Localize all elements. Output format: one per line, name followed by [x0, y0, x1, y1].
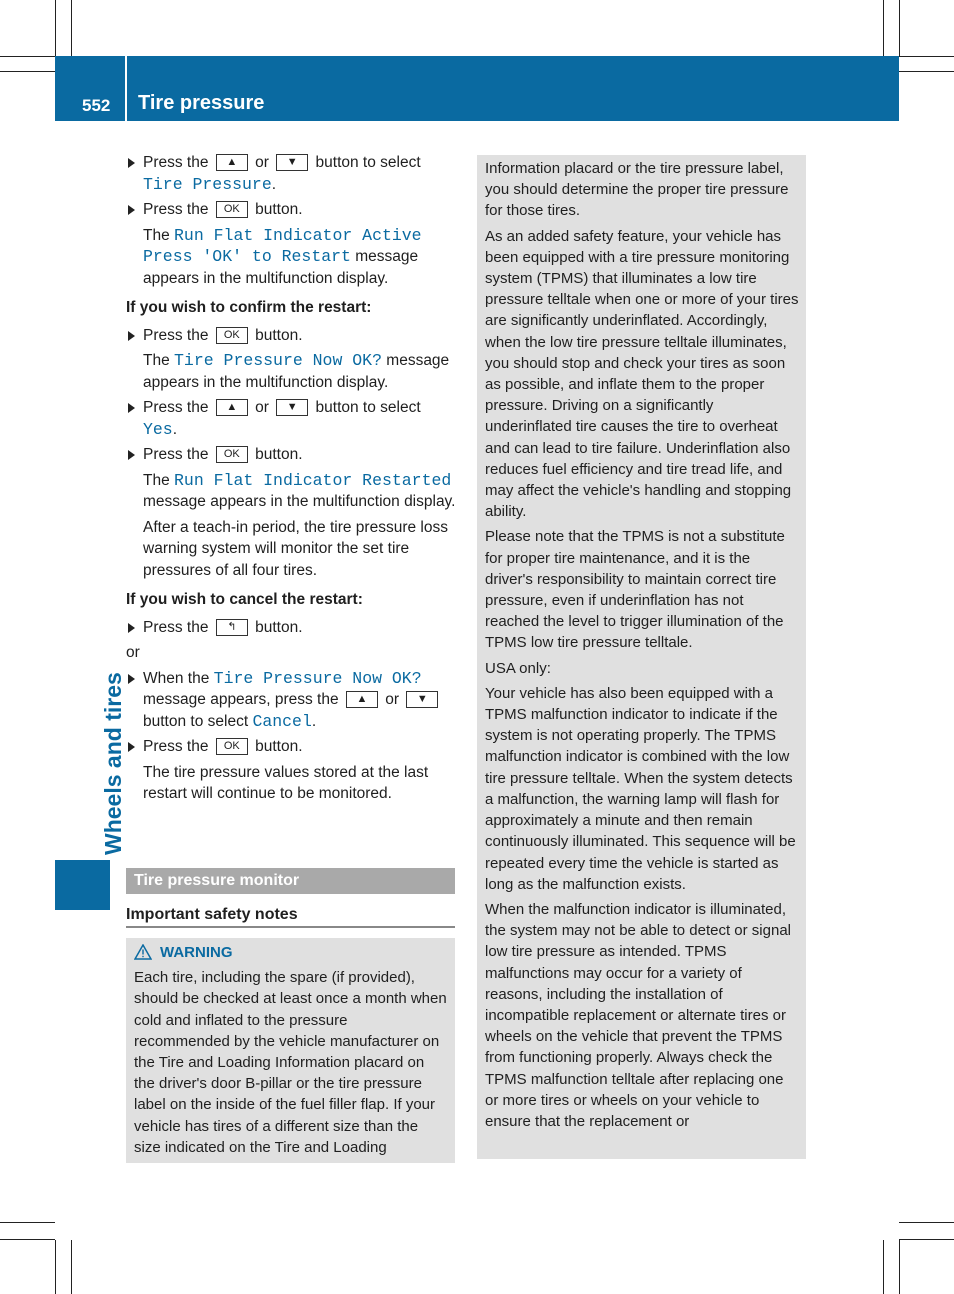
crop-mark: [0, 1239, 55, 1240]
step-message: The Run Flat Indicator Active Press 'OK' to Restart message appears in the multifunction display.: [143, 225, 422, 287]
paragraph: Your vehicle has also been equipped with a TPMS malfunction indicator to indicate if the system is not operating properly. The TPMS malfunction indicator is combined with the low tire pressure telltale. When the system detects a malfunction, the warning lamp will flash for approximately a minute and then remain continuously illuminated. This sequence will be repeated every time the vehicle is started as long as the malfunction exists.: [485, 684, 796, 893]
step-select-tire-pressure: Press the ▲ or ▼ button to select Tire Pressure.: [126, 152, 456, 195]
step-message: The Tire Pressure Now OK? message appears in the multifunction display.: [143, 351, 450, 391]
crop-mark: [899, 1240, 900, 1294]
ok-key-icon: OK: [216, 327, 248, 344]
paragraph: When the malfunction indicator is illuminated, the system may not be able to detect or signal low tire pressure as intended. TPMS malfunctions may occur for a variety of reasons, including the installation of incompatible replacement or alternate tires or wheels on the vehicle that prevent the TPMS from functioning properly. Always check the TPMS malfunction telltale after replacing one or more tires or wheels on your vehicle to ensure that the replacement or: [485, 900, 791, 1130]
display-text: Tire Pressure Now OK?: [174, 351, 382, 370]
up-key-icon: ▲: [346, 691, 378, 708]
side-tab-label: Wheels and tires: [100, 672, 126, 855]
page-title: Tire pressure: [138, 92, 265, 114]
page-number: 552: [82, 96, 111, 115]
display-text: Press 'OK' to Restart: [143, 247, 351, 266]
warning-text: Each tire, including the spare (if provided), should be checked at least once a month when cold and inflated to the pressure recommended by the vehicle manufacturer on the Tire and Loading Information placard on the driver's door B-pillar or the tire pressure label on the inside of the fuel filler flap. If your vehicle has tires of a different size than the size indicated on the Tire and Loading: [134, 969, 447, 1156]
crop-mark: [0, 1222, 55, 1223]
step-note: After a teach-in period, the tire pressure loss warning system will monitor the set tire pressures of all four tires.: [143, 518, 448, 579]
display-text: Run Flat Indicator Active: [174, 225, 422, 245]
crop-mark: [899, 56, 954, 57]
crop-mark: [0, 71, 55, 72]
header-divider: [125, 56, 127, 121]
step-select-yes: Press the ▲ or ▼ button to select Yes.: [126, 397, 456, 440]
confirm-heading: If you wish to confirm the restart:: [126, 299, 372, 316]
right-info-box: [477, 155, 806, 1159]
ok-key-icon: OK: [216, 738, 248, 755]
crop-mark: [0, 56, 55, 57]
crop-mark: [899, 71, 954, 72]
display-text: Tire Pressure: [143, 174, 272, 194]
cancel-heading: If you wish to cancel the restart:: [126, 591, 363, 608]
paragraph: As an added safety feature, your vehicle has been equipped with a tire pressure monitoring system (TPMS) that illuminates a low tire pressure telltale when one or more of your tires are significantly underinflated. Accordingly, when the low tire pressure telltale illuminates, you should stop and check your tires as soon as possible, and inflate them to the proper pressure. Driving on a significantly underinflated tire causes the tire to overheat and can lead to tire failure. Underinflation also reduces fuel efficiency and tire tread life, and may affect the vehicle's handling and stopping ability.: [485, 227, 799, 521]
paragraph: Information placard or the tire pressure label, you should determine the proper tire pressure for those tires.: [485, 160, 789, 220]
ok-key-icon: OK: [216, 201, 248, 218]
step-press-ok: Press the OK button.: [126, 199, 456, 221]
crop-mark: [71, 1240, 72, 1294]
ok-key-icon: OK: [216, 446, 248, 463]
step-message: The tire pressure values stored at the last restart will continue to be monitored.: [143, 763, 429, 802]
display-text: Cancel: [252, 711, 312, 731]
step-press-ok: Press the OK button.: [126, 325, 456, 347]
crop-mark: [883, 0, 884, 56]
step-press-ok: Press the OK button.: [126, 736, 456, 758]
crop-mark: [55, 0, 56, 56]
up-key-icon: ▲: [216, 399, 248, 416]
paragraph: Please note that the TPMS is not a substitute for proper tire maintenance, and it is the driver's responsibility to maintain correct tire pressure, even if underinflation has not reached the level to trigger illumination of the TPMS low tire pressure telltale.: [485, 528, 785, 652]
crop-mark: [899, 1239, 954, 1240]
down-key-icon: ▼: [276, 154, 308, 171]
section-title: Tire pressure monitor: [126, 868, 455, 894]
crop-mark: [71, 0, 72, 56]
back-key-icon: ↰: [216, 619, 248, 636]
display-text: Yes: [143, 419, 173, 439]
warning-box: [126, 938, 455, 1163]
side-tab-marker: [55, 860, 110, 910]
step-press-back: Press the ↰ button.: [126, 617, 456, 639]
up-key-icon: ▲: [216, 154, 248, 171]
display-text: Run Flat Indicator Restarted: [174, 470, 452, 490]
left-column: [126, 152, 456, 809]
down-key-icon: ▼: [406, 691, 438, 708]
crop-mark: [899, 0, 900, 56]
step-message: The Run Flat Indicator Restarted message appears in the multifunction display.: [143, 470, 456, 510]
section-subtitle: Important safety notes: [126, 906, 455, 928]
down-key-icon: ▼: [276, 399, 308, 416]
step-select-cancel: When the Tire Pressure Now OK? message appears, press the ▲ or ▼ button to select Cancel.: [126, 668, 456, 733]
crop-mark: [883, 1240, 884, 1294]
or-text: or: [126, 644, 140, 661]
display-text: Tire Pressure Now OK?: [213, 668, 422, 688]
crop-mark: [899, 1222, 954, 1223]
warning-triangle-icon: [134, 944, 152, 960]
warning-title: WARNING: [134, 942, 447, 963]
step-press-ok: Press the OK button.: [126, 444, 456, 466]
paragraph: USA only:: [485, 659, 551, 677]
crop-mark: [55, 1240, 56, 1294]
